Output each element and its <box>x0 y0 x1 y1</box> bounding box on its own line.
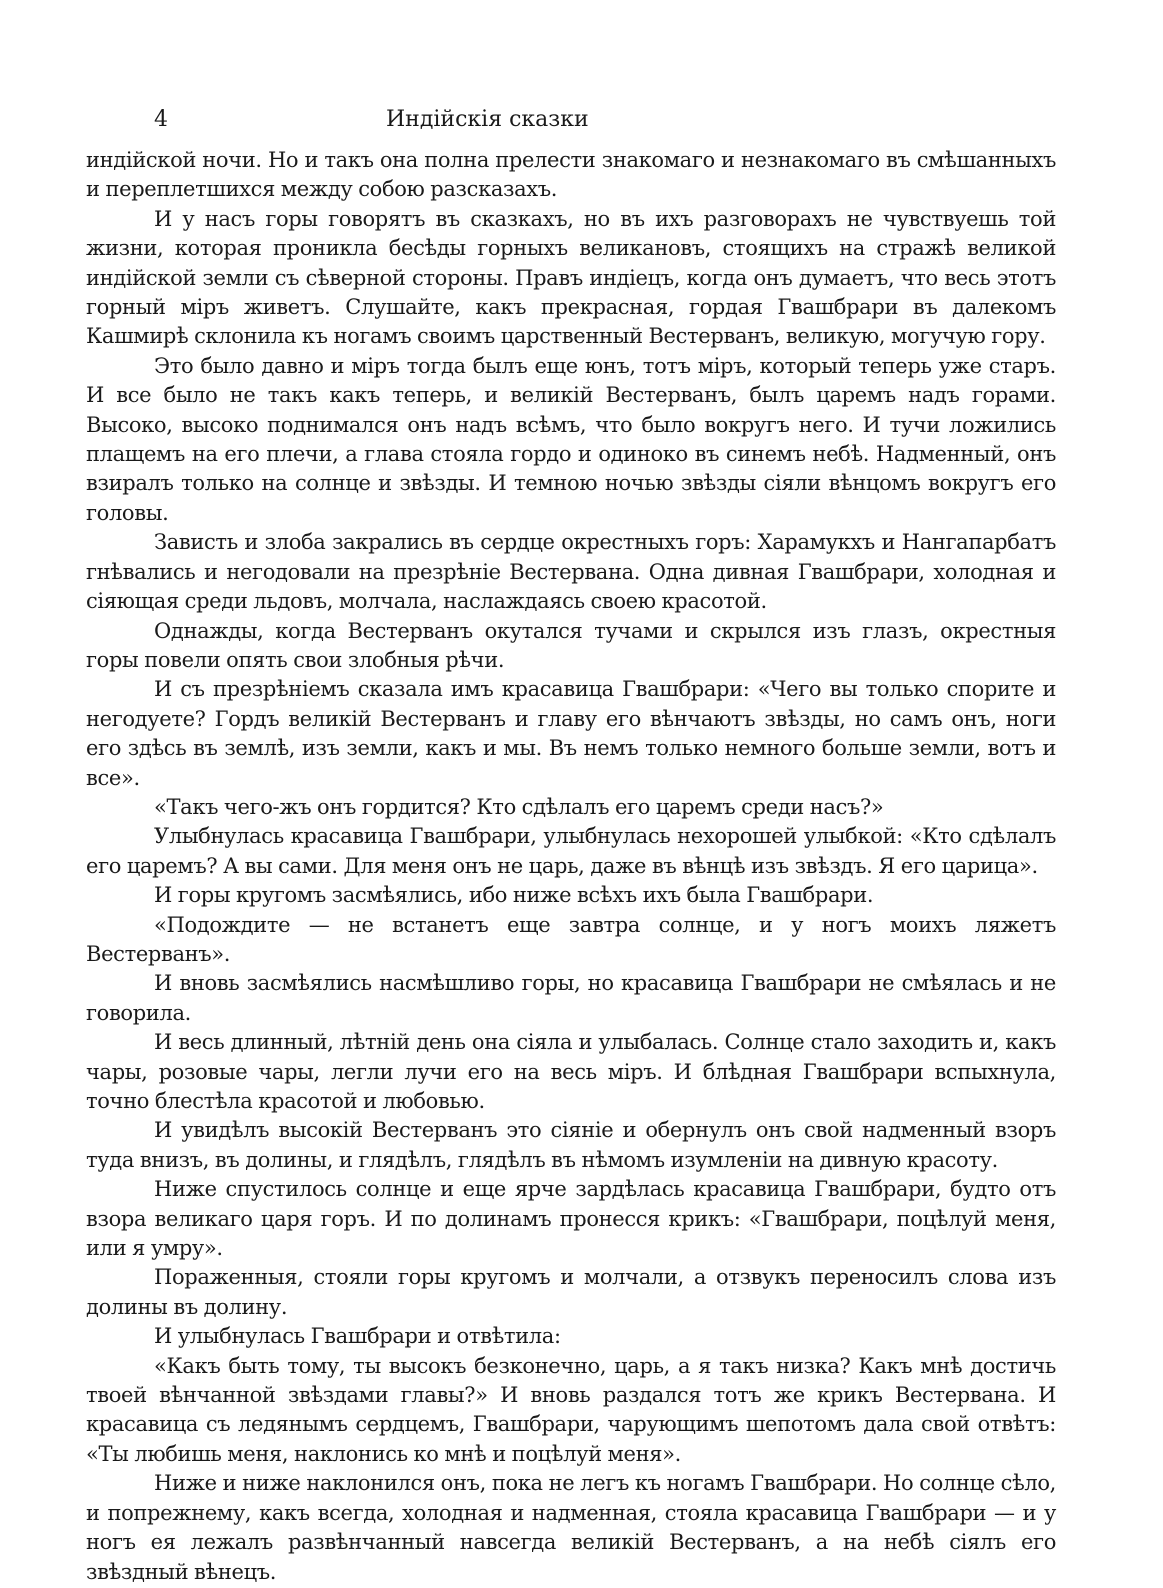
running-title: Индійскія сказки <box>386 107 589 132</box>
paragraph: «Такъ чего-жъ онъ гордится? Кто сдѣлалъ его царемъ среди насъ?» <box>154 794 884 819</box>
paragraph: И улыбнулась Гвашбрари и отвѣтила: <box>154 1324 561 1349</box>
paragraph-continued: индійской ночи. Но и такъ она полна прелести знакомаго и незнакомаго въ смѣшанныхъ и переплетшихся между собою разсказахъ. <box>86 148 1056 202</box>
paragraph: И горы кругомъ засмѣялись, ибо ниже всѣхъ ихъ была Гвашбрари. <box>154 883 874 908</box>
paragraph: И весь длинный, лѣтній день она сіяла и улыбалась. Солнце стало заходить и, какъ чары, розовые чары, легли лучи его на весь міръ. И блѣдная Гвашбрари вспыхнула, точно блестѣла красотой и любовью. <box>86 1030 1056 1113</box>
paragraph: Пораженныя, стояли горы кругомъ и молчали, а отзвукъ переносилъ слова изъ долины въ долину. <box>86 1265 1056 1319</box>
paragraph: Улыбнулась красавица Гвашбрари, улыбнулась нехорошей улыбкой: «Кто сдѣлалъ его царемъ? А вы сами. Для меня онъ не царь, даже въ вѣнцѣ изъ звѣздъ. Я его царица». <box>86 824 1056 878</box>
page-number: 4 <box>154 107 168 132</box>
paragraph: «Подождите — не встанетъ еще завтра солнце, и у ногъ моихъ ляжетъ Вестерванъ». <box>86 912 1056 966</box>
running-head <box>86 106 1056 146</box>
paragraph: Ниже спустилось солнце и еще ярче зардѣлась красавица Гвашбрари, будто отъ взора великаго царя горъ. И по долинамъ пронесся крикъ: «Гвашбрари, поцѣлуй меня, или я умру». <box>86 1177 1056 1261</box>
paragraph: «Какъ быть тому, ты высокъ безконечно, царь, а я такъ низка? Какъ мнѣ достичь твоей вѣнчанной звѣздами главы?» И вновь раздался тотъ же крикъ Вестервана. И красавица съ ледянымъ сердцемъ, Гвашбрари, чарующимъ шепотомъ дала свой отвѣтъ: «Ты любишь меня, наклонись ко мнѣ и поцѣлуй меня». <box>86 1353 1056 1466</box>
body-text <box>86 146 1056 1587</box>
paragraph: Это было давно и міръ тогда былъ еще юнъ, тотъ міръ, который теперь уже старъ. И все было не такъ какъ теперь, и великій Вестерванъ, былъ царемъ надъ горами. Высоко, высоко поднимался онъ надъ всѣмъ, что было вокругъ него. И тучи ложились плащемъ на его плечи, а глава стояла гордо и одиноко въ синемъ небѣ. Надменный, онъ взиралъ только на солнце и звѣзды. И темною ночью звѣзды сіяли вѣнцомъ вокругъ его головы. <box>86 353 1056 525</box>
paragraph: И у насъ горы говорятъ въ сказкахъ, но въ ихъ разговорахъ не чувствуешь той жизни, которая проникла бесѣды горныхъ великановъ, стоящихъ на стражѣ великой индійской земли съ сѣверной стороны. Правъ индіецъ, когда онъ думаетъ, что весь этотъ горный міръ живетъ. Слушайте, какъ прекрасная, гордая Гвашбрари въ далекомъ Кашмирѣ склонила къ ногамъ своимъ царственный Вестерванъ, великую, могучую гору. <box>86 206 1056 349</box>
paragraph: И увидѣлъ высокій Вестерванъ это сіяніе и обернулъ онъ свой надменный взоръ туда внизъ, въ долины, и глядѣлъ, глядѣлъ въ нѣмомъ изумленіи на дивную красоту. <box>86 1118 1056 1172</box>
paragraph: И вновь засмѣялись насмѣшливо горы, но красавица Гвашбрари не смѣялась и не говорила. <box>86 971 1056 1025</box>
paragraph: Зависть и злоба закрались въ сердце окрестныхъ горъ: Харамукхъ и Нангапарбатъ гнѣвались и негодовали на презрѣніе Вестервана. Одна дивная Гвашбрари, холодная и сіяющая среди льдовъ, молчала, наслаждаясь своею красотой. <box>86 530 1056 614</box>
book-page <box>86 106 1056 1587</box>
paragraph: И съ презрѣніемъ сказала имъ красавица Гвашбрари: «Чего вы только спорите и негодуете? Гордъ великій Вестерванъ и главу его вѣнчаютъ звѣзды, но самъ онъ, ноги его здѣсь въ землѣ, изъ земли, какъ и мы. Въ немъ только немного больше земли, вотъ и все». <box>86 677 1056 790</box>
paragraph: Однажды, когда Вестерванъ окутался тучами и скрылся изъ глазъ, окрестныя горы повели опять свои злобныя рѣчи. <box>86 618 1056 672</box>
paragraph: Ниже и ниже наклонился онъ, пока не легъ къ ногамъ Гвашбрари. Но солнце сѣло, и попрежнему, какъ всегда, холодная и надменная, стояла красавица Гвашбрари — и у ногъ ея лежалъ развѣнчанный навсегда великій Вестерванъ, а на небѣ сіялъ его звѣздный вѣнецъ. <box>86 1471 1056 1584</box>
